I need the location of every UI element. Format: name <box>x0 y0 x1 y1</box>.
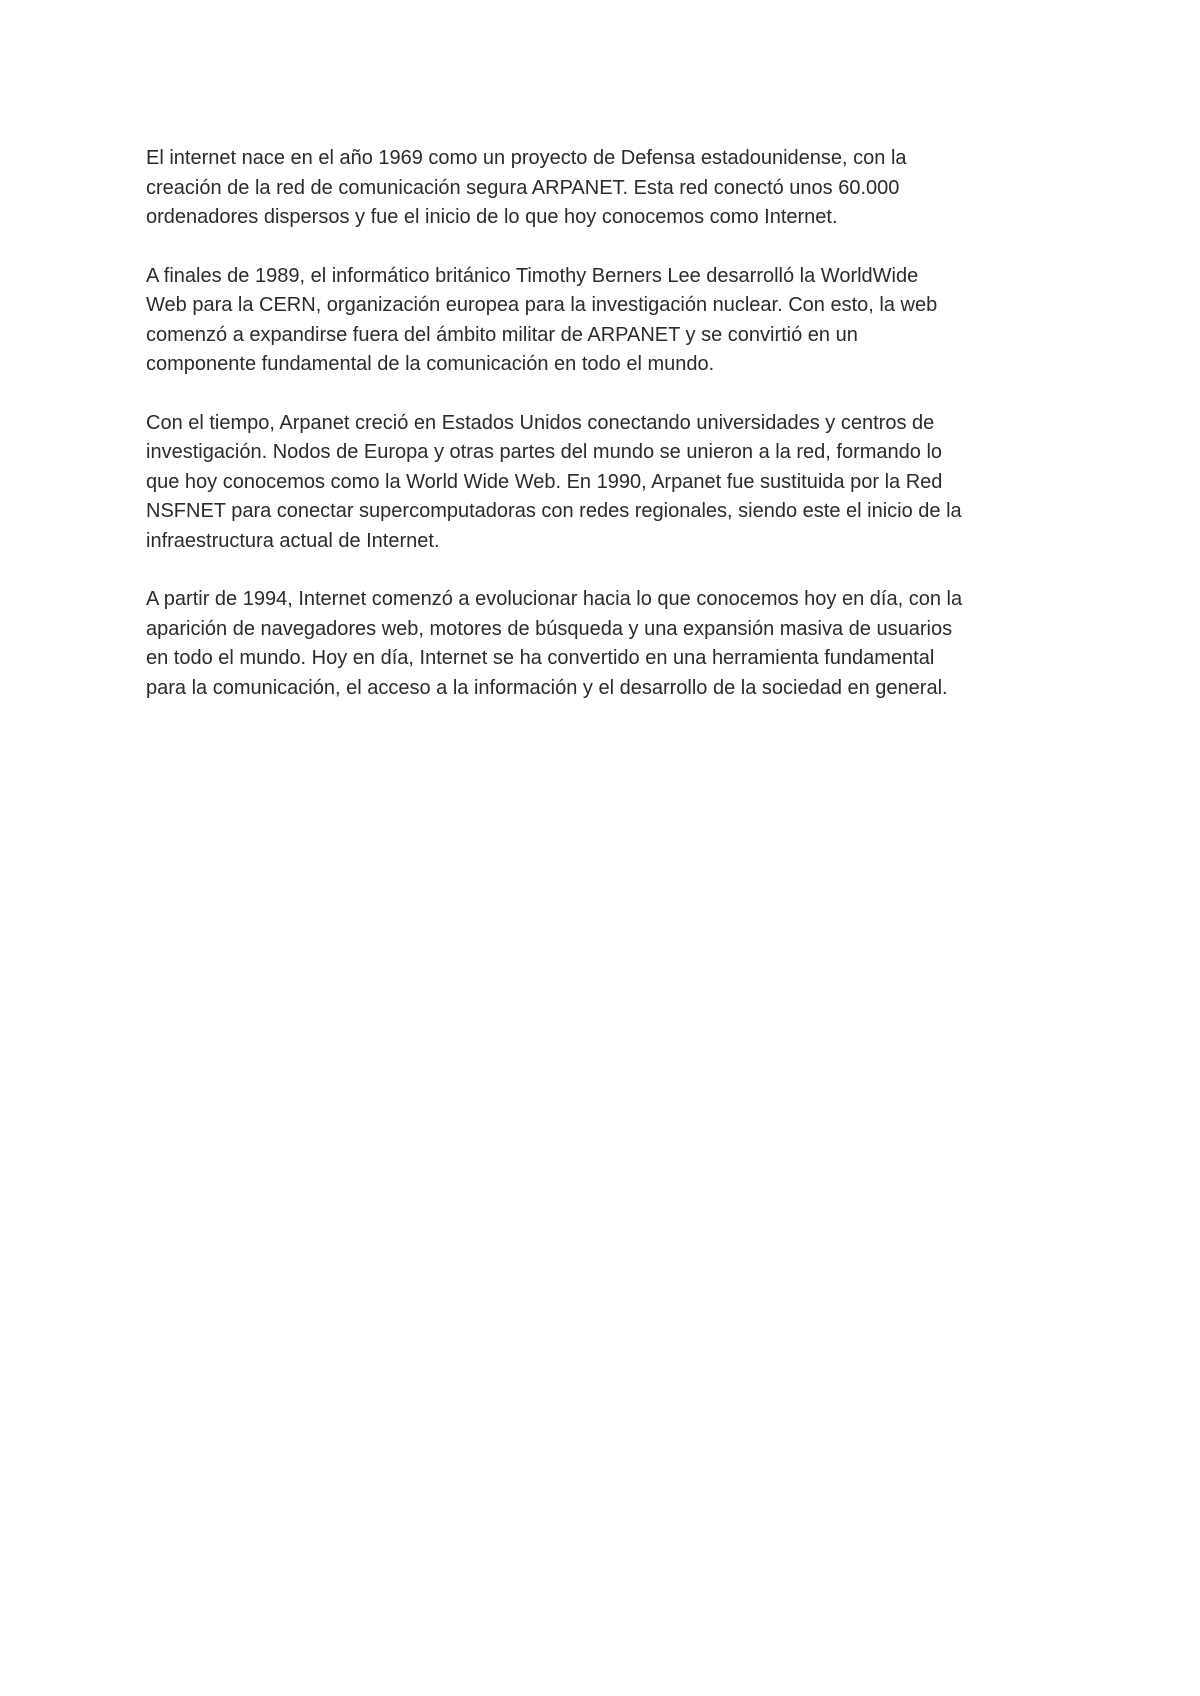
text-line: ordenadores dispersos y fue el inicio de lo que hoy conocemos como Internet. <box>146 206 838 228</box>
text-line: componente fundamental de la comunicación en todo el mundo. <box>146 353 715 375</box>
paragraph-3 <box>146 409 1072 557</box>
document-body <box>146 144 1072 732</box>
paragraph-1 <box>146 144 1072 233</box>
text-line: para la comunicación, el acceso a la información y el desarrollo de la sociedad en general. <box>146 676 948 699</box>
text-line: que hoy conocemos como la World Wide Web. En 1990, Arpanet fue sustituida por la Red <box>146 470 943 493</box>
text-line: El internet nace en el año 1969 como un proyecto de Defensa estadounidense, con la <box>146 147 907 169</box>
text-line: creación de la red de comunicación segura ARPANET. Esta red conectó unos 60.000 <box>146 176 900 199</box>
paragraph-4 <box>146 585 1072 703</box>
text-line: infraestructura actual de Internet. <box>146 529 440 552</box>
text-line: comenzó a expandirse fuera del ámbito militar de ARPANET y se convirtió en un <box>146 323 858 346</box>
text-line: A finales de 1989, el informático británico Timothy Berners Lee desarrolló la WorldWide <box>146 264 919 287</box>
text-line: Web para la CERN, organización europea para la investigación nuclear. Con esto, la web <box>146 294 938 316</box>
text-line: Con el tiempo, Arpanet creció en Estados Unidos conectando universidades y centros de <box>146 411 935 434</box>
paragraph-2 <box>146 262 1072 380</box>
text-line: A partir de 1994, Internet comenzó a evolucionar hacia lo que conocemos hoy en día, con la <box>146 588 963 610</box>
text-line: investigación. Nodos de Europa y otras partes del mundo se unieron a la red, formando lo <box>146 441 943 463</box>
text-line: NSFNET para conectar supercomputadoras con redes regionales, siendo este el inicio de la <box>146 500 962 522</box>
text-line: aparición de navegadores web, motores de búsqueda y una expansión masiva de usuarios <box>146 617 953 640</box>
text-line: en todo el mundo. Hoy en día, Internet se ha convertido en una herramienta fundamental <box>146 647 935 669</box>
